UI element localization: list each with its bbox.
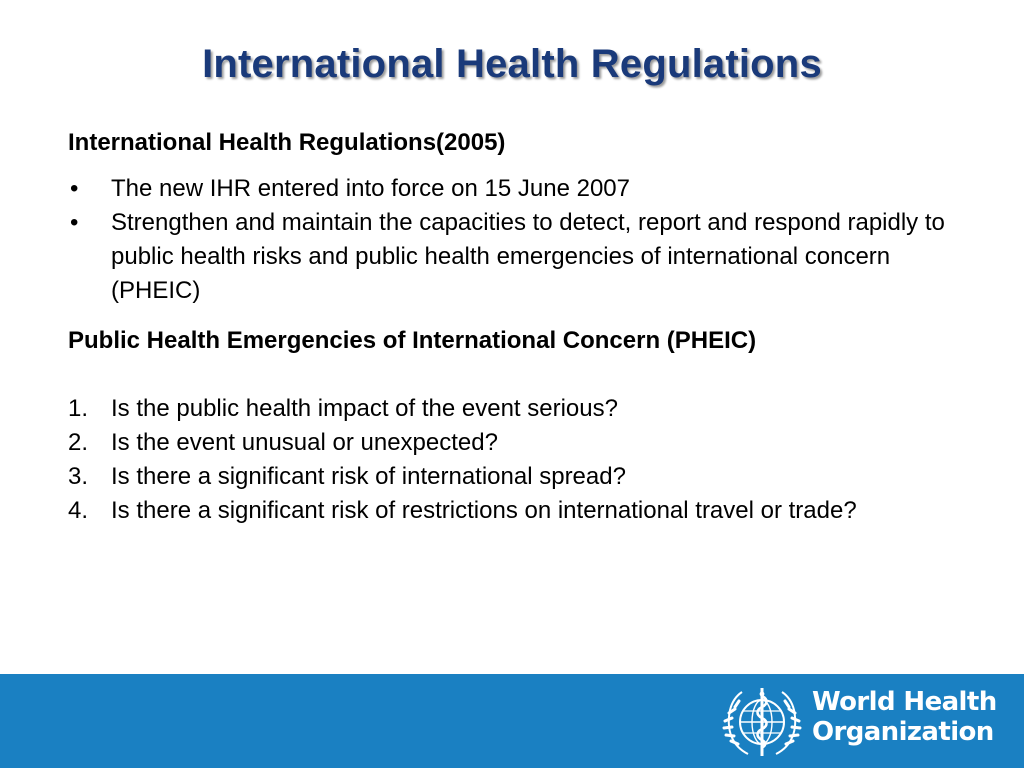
number-marker: 3. (68, 463, 89, 490)
list-item (68, 172, 948, 206)
list-item (68, 494, 948, 528)
bullet-marker: • (70, 175, 79, 202)
list-item (68, 426, 948, 460)
question-text: Is there a significant risk of international spread? (111, 463, 626, 490)
question-text: Is the event unusual or unexpected? (111, 429, 498, 456)
org-name-line-2: Organization (812, 717, 994, 747)
slide-title: International Health Regulations (202, 42, 822, 86)
number-marker: 4. (68, 497, 89, 524)
question-text: Is the public health impact of the event serious? (111, 395, 618, 422)
section-heading-pheic: Public Health Emergencies of International Concern (PHEIC) (68, 327, 757, 354)
question-text: Is there a significant risk of restrictions on international travel or trade? (111, 497, 857, 524)
numbered-list (68, 392, 948, 528)
section-heading-ihr: International Health Regulations(2005) (68, 129, 506, 156)
footer-bar (0, 674, 1024, 768)
bullet-text: Strengthen and maintain the capacities to detect, report and respond rapidly to public health risks and public health emergencies of international concern (PHEIC) (111, 209, 945, 304)
bullet-marker: • (70, 209, 79, 236)
who-emblem-icon (718, 680, 806, 762)
number-marker: 1. (68, 395, 89, 422)
slide-content (68, 126, 948, 528)
list-item (68, 206, 948, 308)
who-wordmark (812, 687, 997, 747)
org-name-line-1: World Health (812, 687, 997, 717)
list-item (68, 392, 948, 426)
number-marker: 2. (68, 429, 89, 456)
bullet-list (68, 172, 948, 308)
bullet-text: The new IHR entered into force on 15 June 2007 (111, 175, 630, 202)
list-item (68, 460, 948, 494)
